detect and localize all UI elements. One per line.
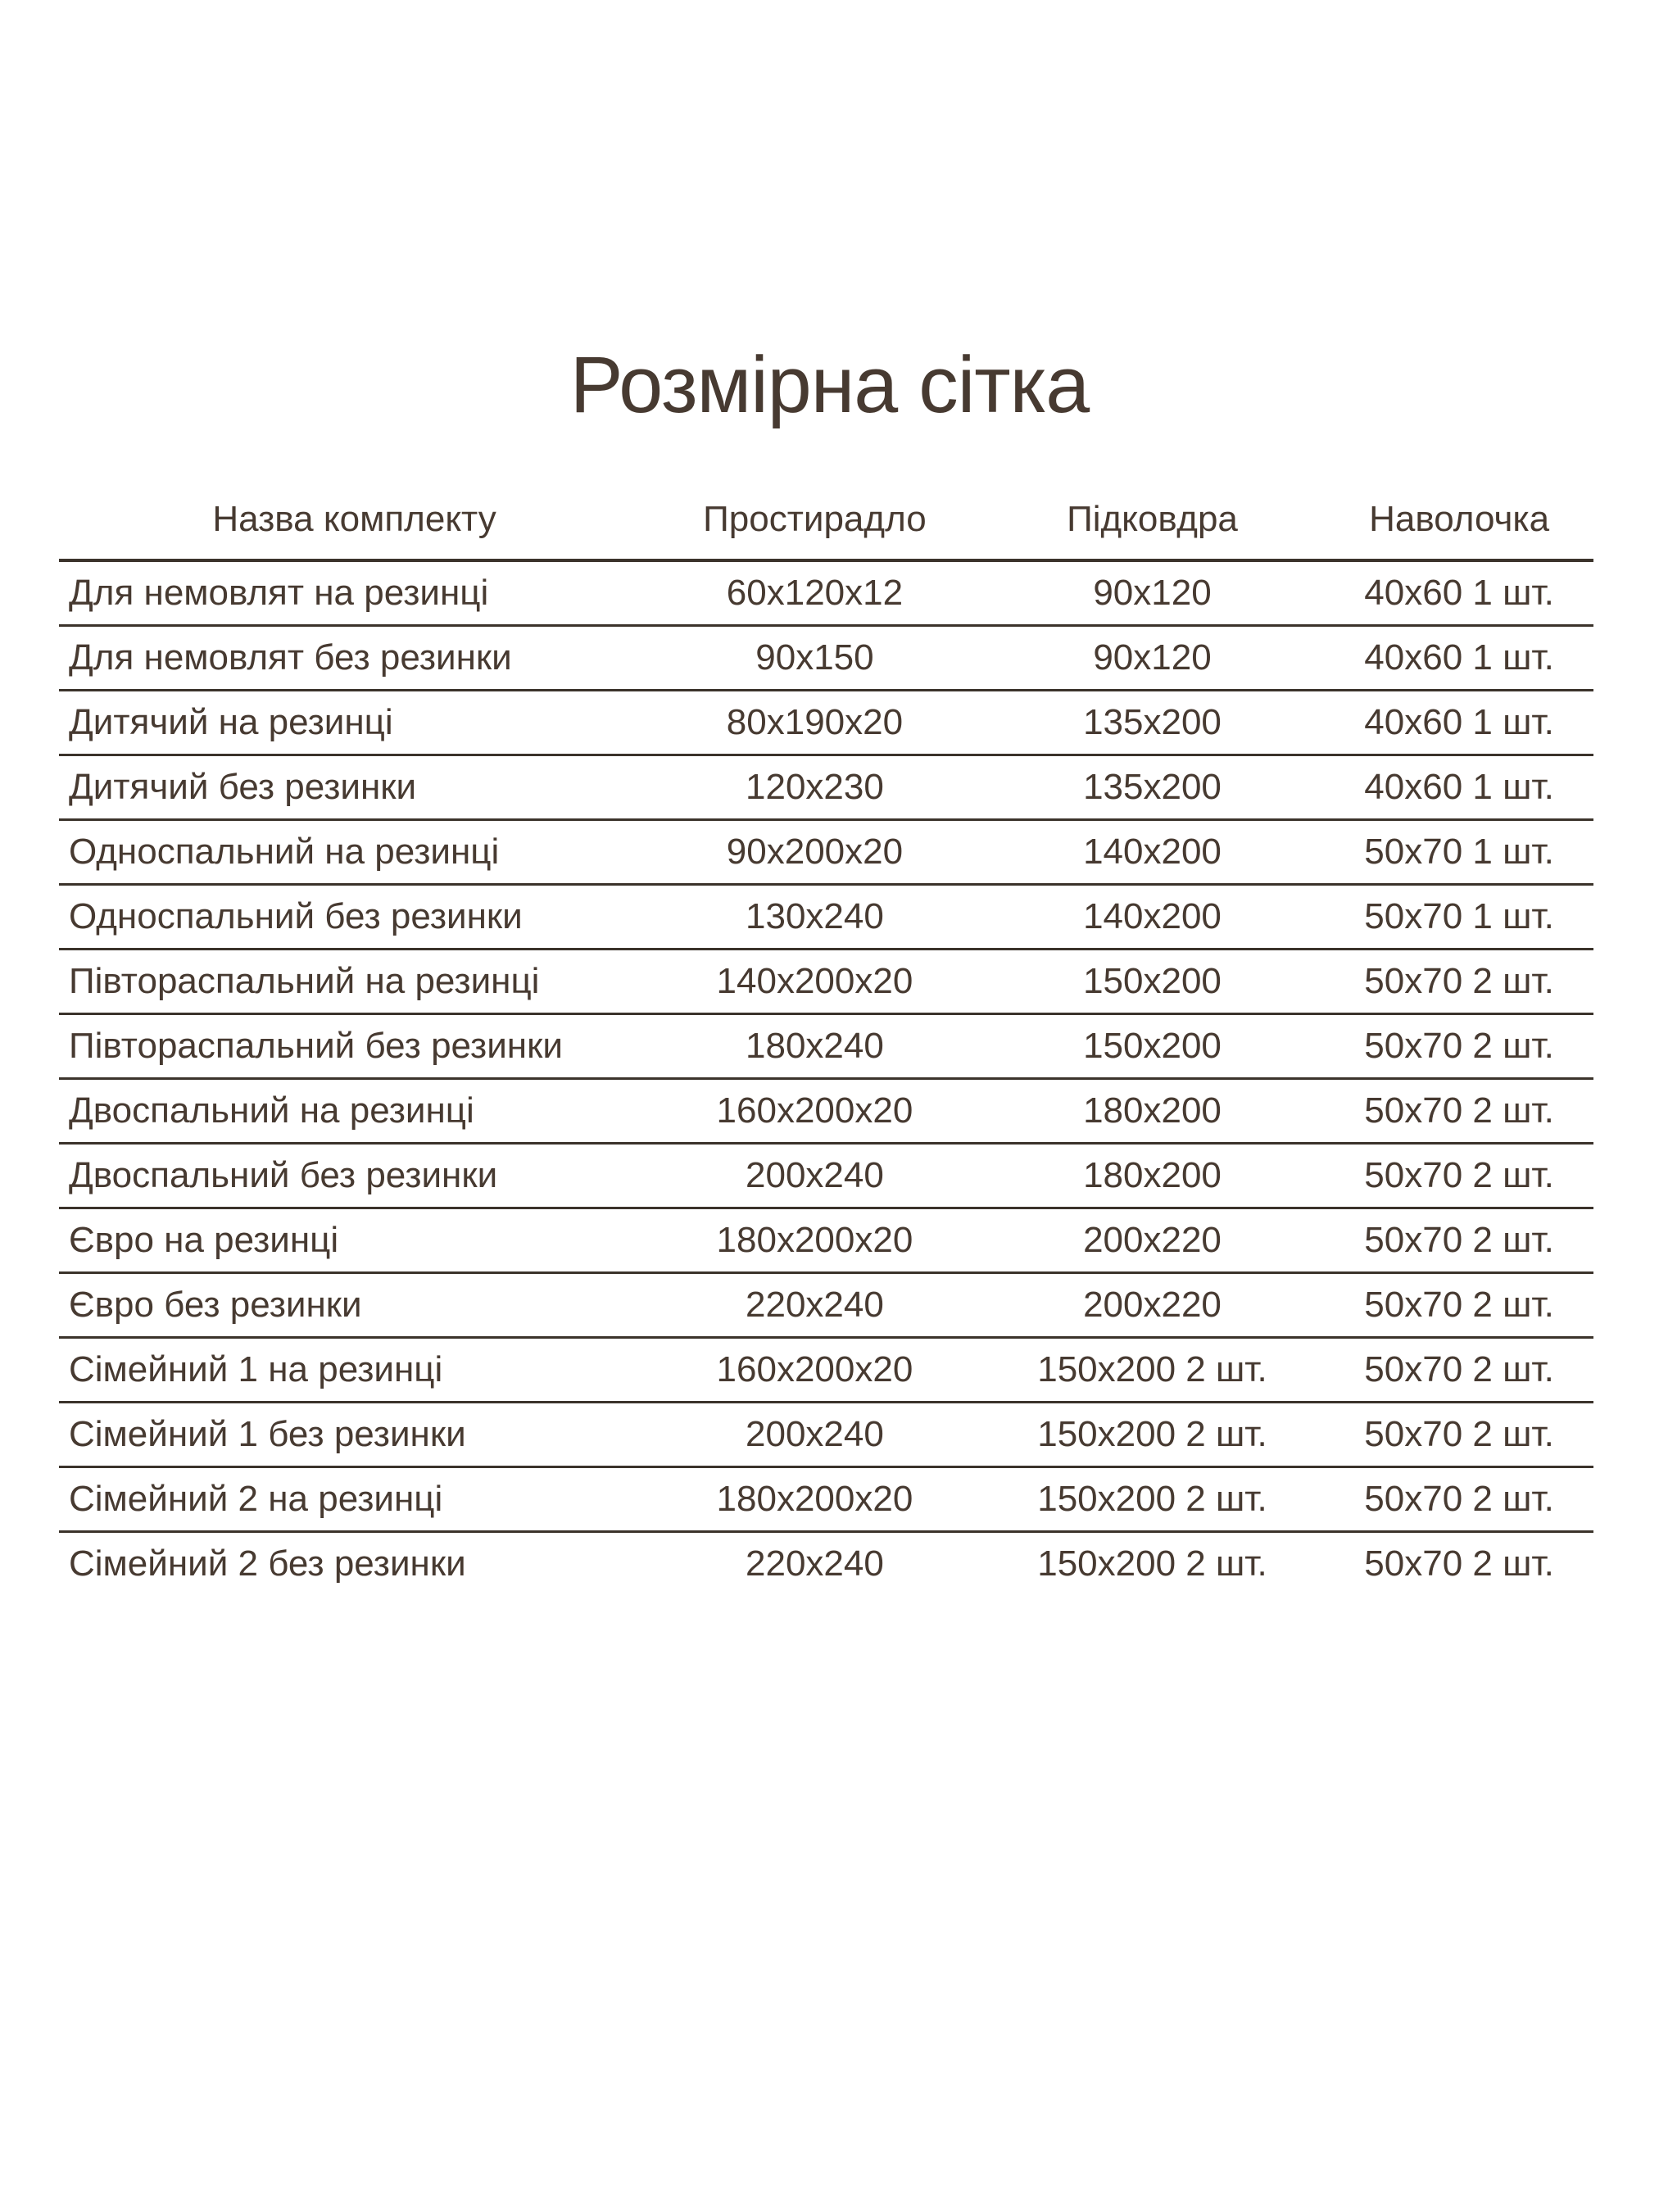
table-row (59, 1532, 1593, 1596)
cell-sheet: 220х240 (650, 1273, 980, 1338)
header-sheet: Простирадло (650, 480, 980, 560)
cell-pillowcase: 50х70 2 шт. (1325, 950, 1593, 1014)
cell-sheet: 180х200х20 (650, 1208, 980, 1273)
cell-sheet: 200х240 (650, 1403, 980, 1467)
cell-pillowcase: 50х70 2 шт. (1325, 1014, 1593, 1079)
cell-set-name: Для немовлят без резинки (59, 626, 650, 691)
header-duvet: Підковдра (980, 480, 1325, 560)
cell-set-name: Дитячий на резинці (59, 691, 650, 755)
table-row (59, 1014, 1593, 1079)
cell-sheet: 180х240 (650, 1014, 980, 1079)
cell-pillowcase: 40х60 1 шт. (1325, 755, 1593, 820)
cell-pillowcase: 50х70 2 шт. (1325, 1208, 1593, 1273)
table-row (59, 691, 1593, 755)
cell-duvet: 135х200 (980, 691, 1325, 755)
cell-pillowcase: 50х70 2 шт. (1325, 1467, 1593, 1532)
table-row (59, 1273, 1593, 1338)
page-title: Розмірна сітка (569, 340, 1090, 429)
table-row (59, 950, 1593, 1014)
cell-sheet: 140х200х20 (650, 950, 980, 1014)
cell-pillowcase: 50х70 2 шт. (1325, 1079, 1593, 1144)
cell-sheet: 90х150 (650, 626, 980, 691)
cell-duvet: 150х200 2 шт. (980, 1338, 1325, 1403)
cell-sheet: 180х200х20 (650, 1467, 980, 1532)
cell-sheet: 130х240 (650, 885, 980, 950)
table-row (59, 885, 1593, 950)
cell-pillowcase: 50х70 1 шт. (1325, 885, 1593, 950)
cell-set-name: Дитячий без резинки (59, 755, 650, 820)
table-row (59, 626, 1593, 691)
cell-duvet: 200х220 (980, 1273, 1325, 1338)
cell-set-name: Для немовлят на резинці (59, 560, 650, 626)
cell-pillowcase: 50х70 1 шт. (1325, 820, 1593, 885)
cell-set-name: Двоспальний без резинки (59, 1144, 650, 1208)
header-pillowcase: Наволочка (1325, 480, 1593, 560)
cell-set-name: Півтораспальний на резинці (59, 950, 650, 1014)
cell-set-name: Односпальний без резинки (59, 885, 650, 950)
cell-duvet: 90х120 (980, 626, 1325, 691)
table-row (59, 1403, 1593, 1467)
cell-duvet: 150х200 2 шт. (980, 1467, 1325, 1532)
cell-pillowcase: 50х70 2 шт. (1364, 1543, 1554, 1584)
cell-sheet: 160х200х20 (650, 1079, 980, 1144)
table-row (59, 1208, 1593, 1273)
cell-duvet: 150х200 (980, 950, 1325, 1014)
cell-sheet: 80х190х20 (650, 691, 980, 755)
cell-set-name: Сімейний 2 без резинки (69, 1543, 466, 1584)
cell-duvet: 150х200 2 шт. (980, 1403, 1325, 1467)
table-body (59, 560, 1593, 1595)
cell-sheet: 90х200х20 (650, 820, 980, 885)
cell-set-name: Євро на резинці (59, 1208, 650, 1273)
cell-pillowcase: 40х60 1 шт. (1325, 560, 1593, 626)
cell-duvet: 180х200 (980, 1079, 1325, 1144)
table-row (59, 1144, 1593, 1208)
cell-sheet: 200х240 (650, 1144, 980, 1208)
cell-set-name: Півтораспальний без резинки (59, 1014, 650, 1079)
cell-duvet: 90х120 (980, 560, 1325, 626)
table-row (59, 560, 1593, 626)
cell-pillowcase: 50х70 2 шт. (1325, 1338, 1593, 1403)
header-row (59, 480, 1593, 560)
cell-set-name: Сімейний 1 без резинки (59, 1403, 650, 1467)
size-table (59, 480, 1593, 1595)
table-row (59, 820, 1593, 885)
cell-set-name: Євро без резинки (59, 1273, 650, 1338)
cell-sheet: 220х240 (746, 1543, 884, 1584)
table-row (59, 1079, 1593, 1144)
table-row (59, 755, 1593, 820)
cell-pillowcase: 40х60 1 шт. (1325, 626, 1593, 691)
cell-duvet: 150х200 (980, 1014, 1325, 1079)
cell-pillowcase: 50х70 2 шт. (1325, 1273, 1593, 1338)
table-row (59, 1338, 1593, 1403)
cell-pillowcase: 50х70 2 шт. (1325, 1403, 1593, 1467)
cell-duvet: 150х200 2 шт. (1037, 1543, 1267, 1584)
cell-duvet: 140х200 (980, 820, 1325, 885)
cell-set-name: Двоспальний на резинці (59, 1079, 650, 1144)
cell-pillowcase: 50х70 2 шт. (1325, 1144, 1593, 1208)
table-header (59, 480, 1593, 560)
cell-duvet: 180х200 (980, 1144, 1325, 1208)
cell-duvet: 135х200 (980, 755, 1325, 820)
cell-duvet: 200х220 (980, 1208, 1325, 1273)
table-row (59, 1467, 1593, 1532)
cell-set-name: Сімейний 1 на резинці (59, 1338, 650, 1403)
cell-sheet: 60х120х12 (650, 560, 980, 626)
cell-duvet: 140х200 (980, 885, 1325, 950)
cell-set-name: Односпальний на резинці (59, 820, 650, 885)
cell-set-name: Сімейний 2 на резинці (59, 1467, 650, 1532)
cell-sheet: 120х230 (650, 755, 980, 820)
cell-sheet: 160х200х20 (650, 1338, 980, 1403)
cell-pillowcase: 40х60 1 шт. (1325, 691, 1593, 755)
header-set-name: Назва комплекту (59, 480, 650, 560)
